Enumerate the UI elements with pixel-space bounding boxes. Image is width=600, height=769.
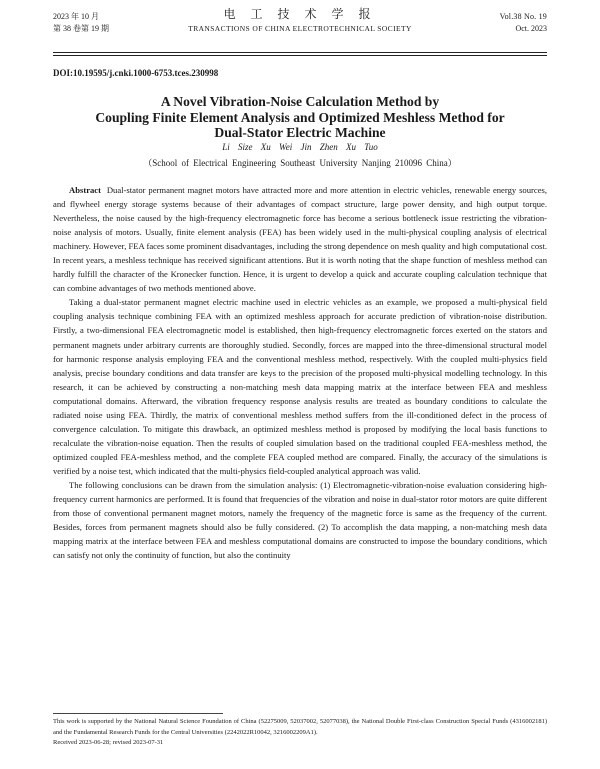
- volume-issue-cn: 第 38 卷第 19 期: [53, 24, 109, 33]
- footnote-rule: [53, 713, 223, 714]
- footnote: [53, 717, 547, 749]
- title-line: Coupling Finite Element Analysis and Optimized Meshless Method for: [95, 109, 505, 125]
- abstract: [53, 183, 547, 562]
- journal-header: [53, 7, 547, 46]
- header-rule-thin: [53, 55, 547, 56]
- issue-date-en: Oct. 2023: [515, 24, 547, 33]
- received-dates: Received 2023-06-28; revised 2023-07-31: [53, 739, 164, 746]
- funding-note: This work is supported by the National Natural Science Foundation of China (52275009, 52037002, 52077038), the National Double First-class Construction Special Funds (4316002181) and the Fundamental Research Funds for the Central Universities (2242022R10042, 3216002209A1).: [53, 718, 547, 736]
- abstract-text: Dual-stator permanent magnet motors have attracted more and more attention in electric vehicles, renewable energy sources, and flywheel energy storage systems because of their advantages of compact structure, large power density, and high output torque. Nevertheless, the noise caused by the high-frequency electromagnetic force has become a serious bottleneck issue restricting the vibration-noise analysis of motors. Usually, finite element analysis (FEA) has been widely used in the multi-physical coupling analysis of electrical machinery. However, FEA faces some prominent disadvantages, including the strong dependence on mesh quality and high computational cost. In recent years, a meshless technique has received significant attentions. But it is worth noting that the shape function of meshless method can hardly fulfill the character of the Kronecker function. Hence, it is urgent to develop a quick and accurate coupling calculation technique that can combine advantages of two methods mentioned above.: [53, 185, 548, 294]
- header-rule-thick: [53, 52, 547, 53]
- paper-title: [53, 94, 547, 141]
- authors: Li Size Xu Wei Jin Zhen Xu Tuo: [222, 142, 378, 152]
- abstract-paragraph: [53, 183, 547, 295]
- abstract-paragraph: Taking a dual-stator permanent magnet electric machine used in electric vehicles as an example, we proposed a multi-physical field coupling analysis technique combining FEA with an optimized meshless approach for accurate prediction of vibration-noise distribution. Firstly, a two-dimensional FEA electromagnetic model is established, then high-frequency electromagnetic forces exerted on the stators and permanent magnets under arbitrary currents are thoroughly studied. Secondly, forces are mapped into the three-dimensional structural model for harmonic response analysis employing FEA and the conventional meshless method, respectively. With the coupled multi-physics field analysis, precise boundary conditions and data transfer are keys to the precision of the proposed multi-physical modelling technology. In this research, it can be achieved by constructing a non-matching mesh data mapping matrix at the interface between FEA and meshless computational domains. Afterward, the vibration frequency response analysis results are treated as boundary conditions to calculate the radiated noise using FEA. Thirdly, the matrix of conventional meshless method suffers from the ill-conditioned defect in the process of convergence calculation. To mitigate this drawback, an optimized meshless method is proposed by modifying the local basis functions to recalculate the vibration-noise equation. Then the results of coupled simulation based on the traditional coupled FEA-meshless method, the optimized coupled FEA-meshless method, and the complete FEA coupled method are compared. Finally, the accuracy of the simulations is verified by a noise test, which indicated that the multi-physics field-coupled analytical approach was valid.: [53, 297, 547, 476]
- volume-number: Vol.38 No. 19: [499, 12, 547, 21]
- title-line: A Novel Vibration-Noise Calculation Method by: [160, 94, 440, 109]
- journal-name-en: TRANSACTIONS OF CHINA ELECTROTECHNICAL SOCIETY: [188, 24, 412, 33]
- abstract-paragraph: The following conclusions can be drawn from the simulation analysis: (1) Electromagnetic-vibration-noise evaluation considering high-frequency current harmonics are performed. It is found that frequencies of the vibration and noise in dual-stator rotor motors are quite different from those of conventional permanent magnet motors, namely the frequency of the magnetic force is same as the frequency of the current. Besides, forces from permanent magnets should also be fully considered. (2) To accomplish the data mapping, a non-matching mesh data mapping matrix at the interface between FEA and meshless computational domains are constructed to impose the boundary conditions, which can satisfy not only the continuity of function, but also the continuity: [53, 479, 547, 561]
- doi: DOI:10.19595/j.cnki.1000-6753.tces.230998: [53, 68, 219, 78]
- title-line: Dual-Stator Electric Machine: [214, 125, 386, 140]
- issue-date-cn: 2023 年 10 月: [53, 12, 99, 21]
- journal-name-cn: 电 工 技 术 学 报: [223, 7, 377, 21]
- abstract-label: Abstract: [69, 185, 101, 195]
- affiliation: （School of Electrical Engineering Southeast University Nanjing 210096 China）: [143, 158, 457, 168]
